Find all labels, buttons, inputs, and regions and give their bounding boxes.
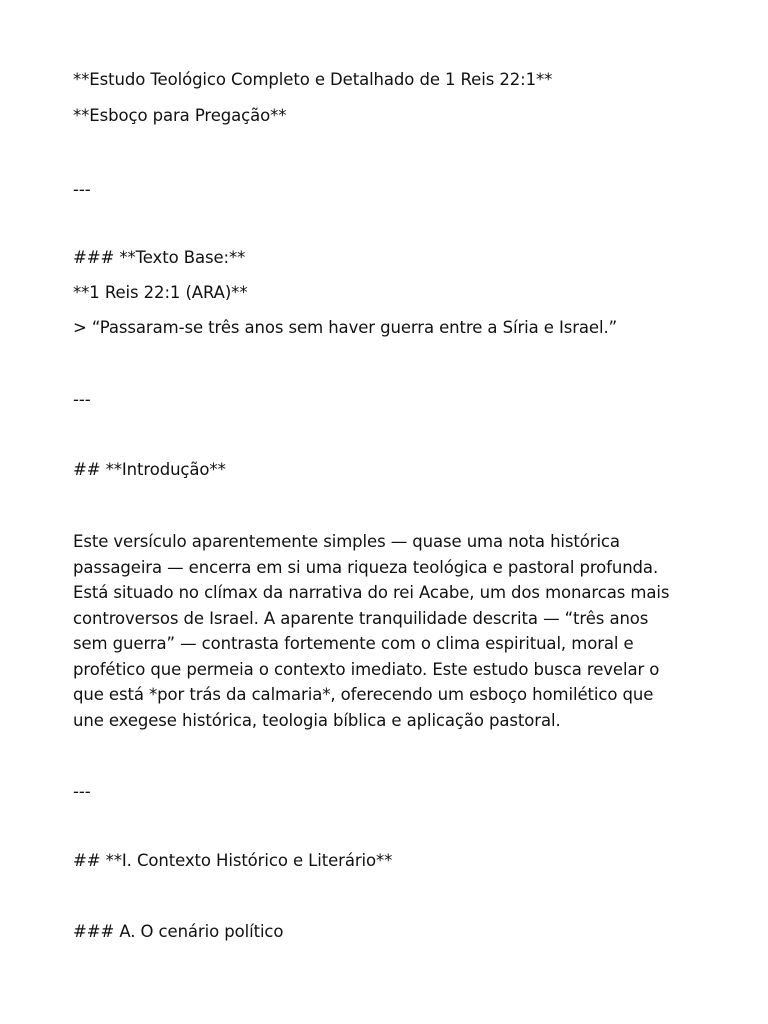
paragraph-line: sem guerra” — contrasta fortemente com o clima espiritual, moral e bbox=[73, 634, 634, 653]
document-subtitle: **Esboço para Pregação** bbox=[73, 106, 287, 125]
introducao-heading: ## **Introdução** bbox=[73, 460, 226, 479]
bible-quote: > “Passaram-se três anos sem haver guerra entre a Síria e Israel.” bbox=[73, 318, 618, 337]
paragraph-line: Este versículo aparentemente simples — quase uma nota histórica bbox=[73, 532, 620, 551]
bible-reference: **1 Reis 22:1 (ARA)** bbox=[73, 283, 248, 302]
intro-paragraph bbox=[73, 529, 693, 733]
subsection-a-heading: ### A. O cenário político bbox=[73, 922, 284, 941]
paragraph-line: passageira — encerra em si uma riqueza teológica e pastoral profunda. bbox=[73, 557, 659, 577]
paragraph-line: profético que permeia o contexto imediato. Este estudo busca revelar o bbox=[73, 659, 660, 679]
section-1-heading: ## **I. Contexto Histórico e Literário** bbox=[73, 851, 393, 870]
paragraph-line: que está *por trás da calmaria*, oferecendo um esboço homilético que bbox=[73, 685, 654, 704]
separator: --- bbox=[73, 180, 91, 199]
separator: --- bbox=[73, 390, 91, 409]
document-title: **Estudo Teológico Completo e Detalhado de 1 Reis 22:1** bbox=[73, 70, 553, 89]
texto-base-heading: ### **Texto Base:** bbox=[73, 248, 246, 267]
paragraph-line: Está situado no clímax da narrativa do rei Acabe, um dos monarcas mais bbox=[73, 583, 670, 602]
paragraph-line: controversos de Israel. A aparente tranquilidade descrita — “três anos bbox=[73, 608, 649, 628]
separator: --- bbox=[73, 782, 91, 801]
paragraph-line: une exegese histórica, teologia bíblica e aplicação pastoral. bbox=[73, 710, 561, 730]
